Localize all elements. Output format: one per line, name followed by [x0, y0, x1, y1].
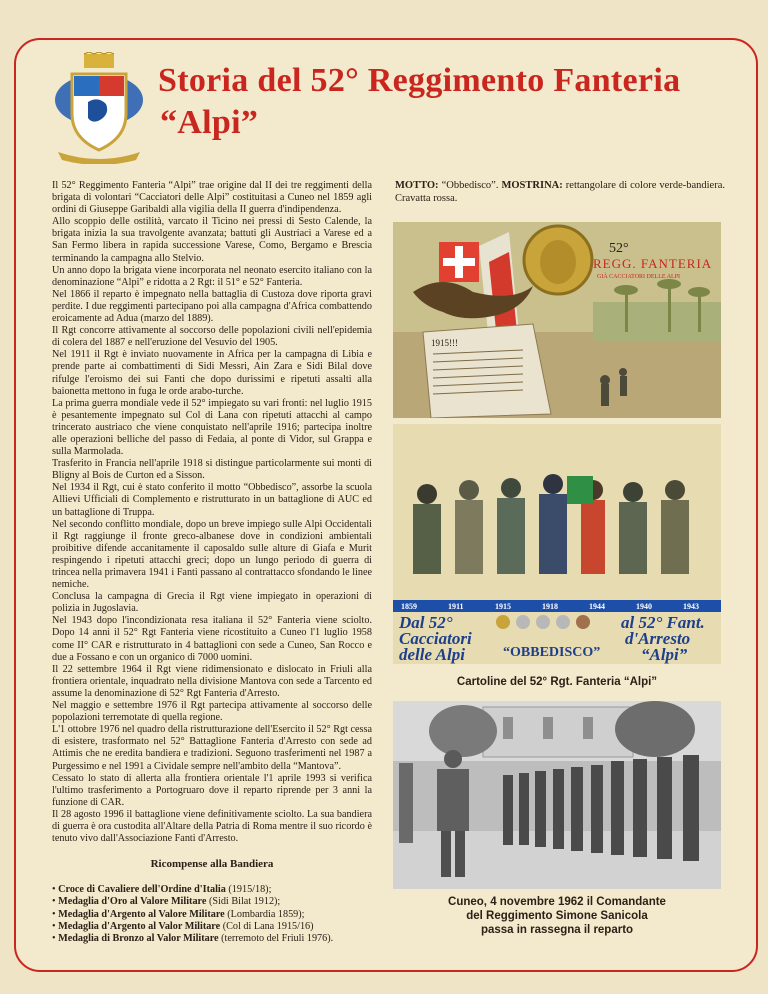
page-title [158, 60, 680, 144]
awards-list [52, 884, 372, 945]
postcard1-subtitle: GIÀ CACCIATORI DELLE ALPI [597, 274, 681, 280]
crest-ribbon [58, 152, 140, 164]
history-paragraph: L'1 ottobre 1976 nel quadro della ristrutturazione dell'Esercito il 52° Rgt cessa di esistere, trasformato nel 52° Battaglione Fanteria d'Arresto con sede ad Attimis che ne eredita bandiera e tradizioni. Seguono trasferimenti nel 1987 a Purgessimo e nel 1991 a Cividale sempre nell'ambito della “Mantova”. [52, 724, 372, 772]
award-detail: (Sidi Bilat 1912); [208, 896, 281, 908]
history-paragraph: Nel secondo conflitto mondiale, dopo un breve impiego sulle Alpi Occidentali il Rgt raggiunge il fronte greco-albanese dove in condizioni ambientali proibitive difende accanitamente il caposaldo sulle alture di Giafa e Murit respingendo i ripetuti attacchi greci; dopo un lungo periodo di guerra di trincea nella primavera 1941 i Fanti passano al contrattacco sfondando le linee nemiche. [52, 518, 372, 591]
award-item: • Croce di Cavaliere dell'Ordine d'Italia (1915/18); [52, 884, 272, 895]
award-name: Medaglia di Bronzo al Valor Militare [58, 933, 219, 945]
award-item: • Medaglia d'Oro al Valore Militare (Sidi Bilat 1912); [52, 896, 281, 908]
year-label: 1943 [683, 602, 699, 611]
history-paragraph: Il 52° Reggimento Fanteria “Alpi” trae origine dal II dei tre reggimenti della brigata di volontari “Cacciatori delle Alpi” costituitasi a Cuneo nel 1859 agli ordini di Giuseppe Garibaldi alla vigilia della II guerra d'indipendenza. [52, 180, 372, 216]
award-detail: (terremoto del Friuli 1976). [221, 933, 334, 945]
regimental-crest [50, 52, 148, 164]
history-paragraph: Nel 1943 dopo l'incondizionata resa italiana il 52° Fanteria viene sciolto. Dopo 14 anni il 52° Rgt Fanteria viene ricostituito a Cuneo l'1 luglio 1958 come II° CAR e ristrutturato in 4 battaglioni con sede a Cuneo, San Rocco e due a Fossano e con un organico di 7000 uomini. [52, 615, 372, 663]
photo-caption [393, 895, 721, 937]
award-detail: (Col di Lana 1915/16) [222, 920, 314, 932]
history-paragraph: Il 28 agosto 1996 il battaglione viene definitivamente sciolto. La sua bandiera di guerra è ora custodita all'Altare della Patria di Roma mentre il suo ricordo è tenuto vivo dall'Associazione Fanti d'Arresto. [52, 808, 372, 845]
award-name: Medaglia d'Argento al Valore Militare [58, 908, 225, 920]
history-paragraph: Nel maggio e settembre 1976 il Rgt partecipa attivamente al soccorso delle popolazioni terremotate di quella regione. [52, 700, 372, 724]
photo-caption-line: Cuneo, 4 novembre 1962 il Comandante [448, 896, 666, 908]
year-label: 1940 [636, 602, 652, 611]
year-label: 1918 [542, 602, 558, 611]
postcard-2 [393, 424, 721, 664]
postcard1-title: REGG. FANTERIA [593, 256, 713, 271]
motto-value: “Obbedisco”. [441, 180, 499, 191]
title-line-1: Storia del 52° Reggimento Fanteria [158, 62, 681, 99]
postcard2-left-line: Dal 52° [399, 613, 453, 632]
postcard1-number: 52° [609, 241, 629, 256]
year-label: 1859 [401, 602, 417, 611]
postcard-1 [393, 222, 721, 418]
postcard2-left-line: Cacciatori [399, 629, 472, 648]
history-paragraph: Un anno dopo la brigata viene incorporata nel neonato esercito italiano con la denominazione “Alpi” e ridotta a 2 Rgt: il 51° e 52° Fanteria. [52, 264, 372, 288]
motto-block [395, 180, 725, 205]
photo-caption-line: del Reggimento Simone Sanicola [466, 910, 648, 922]
motto-label: MOTTO: [395, 180, 439, 191]
award-detail: (Lombardia 1859); [227, 908, 305, 920]
title-line-2: “Alpi” [160, 104, 259, 141]
history-paragraph: Il 22 settembre 1964 il Rgt viene ridimensionato e dislocato in Friuli alla frontiera orientale, inquadrato nella divisione Mantova con sede a Tarcento ed assume la denominazione di 52° Rgt Fanteria d'Arresto. [52, 663, 372, 699]
awards-heading: Ricompense alla Bandiera [150, 858, 274, 870]
award-detail: (1915/18); [228, 884, 272, 895]
postcard1-year: 1915!!! [431, 338, 458, 348]
history-paragraph: Nel 1911 il Rgt è inviato nuovamente in Africa per la campagna di Libia e prende parte ai combattimenti di Sidi Messri, Ain Zara e Sidi Bilal dove rifulge l'eroismo dei sui Fanti che dopo durissimi e ripetuti assalti alla baionetta mettono in fuga le orde arabo-turche. [52, 349, 372, 397]
history-paragraph: La prima guerra mondiale vede il 52° impiegato su vari fronti: nel luglio 1915 è pesantemente impegnato sul Col di Lana con ripetuti attacchi al campo trincerato austriaco che viene conquistato nell'aprile 1916; partecipa inoltre alle operazioni belliche del passo di Fedaia, al ponte di Vidor, sul Grappa e sulla Marmolada. [52, 397, 372, 458]
history-text [52, 180, 372, 845]
review-photo [393, 701, 721, 889]
mostrina-value: rettangolare di colore verde-bandiera. Cravatta rossa. [395, 180, 725, 204]
award-name: Croce di Cavaliere dell'Ordine d'Italia [58, 884, 226, 895]
postcard2-motto: “OBBEDISCO” [503, 645, 601, 660]
photo-caption-line: passa in rassegna il reparto [480, 924, 634, 936]
mostrina-label: MOSTRINA: [501, 180, 563, 191]
history-paragraph: Il Rgt concorre attivamente al soccorso delle popolazioni civili nell'epidemia di colera del 1887 e nell'eruzione del Vesuvio del 1905. [52, 325, 372, 349]
postcard2-left-line: delle Alpi [399, 645, 465, 664]
history-paragraph: Trasferito in Francia nell'aprile 1918 si distingue particolarmente sui monti di Bligny al Bois de Curton ed a Sisson. [52, 458, 372, 482]
crest-crown [84, 54, 114, 68]
year-label: 1944 [589, 602, 605, 611]
award-item: • Medaglia di Bronzo al Valor Militare (terremoto del Friuli 1976). [52, 933, 334, 945]
year-label: 1915 [495, 602, 511, 611]
postcards-caption: Cartoline del 52° Rgt. Fanteria “Alpi” [456, 676, 658, 688]
award-item: • Medaglia d'Argento al Valor Militare (Col di Lana 1915/16) [52, 920, 314, 932]
postcard2-right-line: “Alpi” [641, 645, 688, 664]
history-paragraph: Allo scoppio delle ostilità, varcato il Ticino nei pressi di Sesto Calende, la brigata inizia la sua travolgente avanzata; battuti gli Austriaci a Varese ed a San Fermo libera in rapida successione Varese, Como, Bergamo e Brescia terminando la campagna allo Stelvio. [52, 216, 372, 264]
award-name: Medaglia d'Argento al Valor Militare [58, 920, 221, 932]
award-item: • Medaglia d'Argento al Valore Militare (Lombardia 1859); [52, 908, 305, 920]
history-paragraph: Conclusa la campagna di Grecia il Rgt viene impiegato in operazioni di polizia in Jugoslavia. [52, 591, 372, 615]
history-paragraph: Nel 1934 il Rgt, cui è stato conferito il motto “Obbedisco”, assorbe la scuola Allievi Ufficiali di Complemento e ristrutturato in un battaglione di AUC ed un battaglione di Truppa. [52, 482, 372, 518]
history-paragraph: Cessato lo stato di allerta alla frontiera orientale l'1 aprile 1993 si verifica l'ultimo trasferimento a Portogruaro dove il reparto riprende per 3 anni la funzione di CAR. [52, 772, 372, 808]
history-paragraph: Nel 1866 il reparto è impegnato nella battaglia di Custoza dove riporta gravi perdite. I due reggimenti partecipano poi alla campagna d'Africa combattendo eroicamente ad Adua (marzo del 1889). [52, 288, 372, 325]
postcard2-right-line: d'Arresto [625, 629, 691, 648]
postcard2-right-line: al 52° Fant. [621, 613, 705, 632]
award-name: Medaglia d'Oro al Valore Militare [58, 896, 207, 908]
year-label: 1911 [448, 602, 464, 611]
